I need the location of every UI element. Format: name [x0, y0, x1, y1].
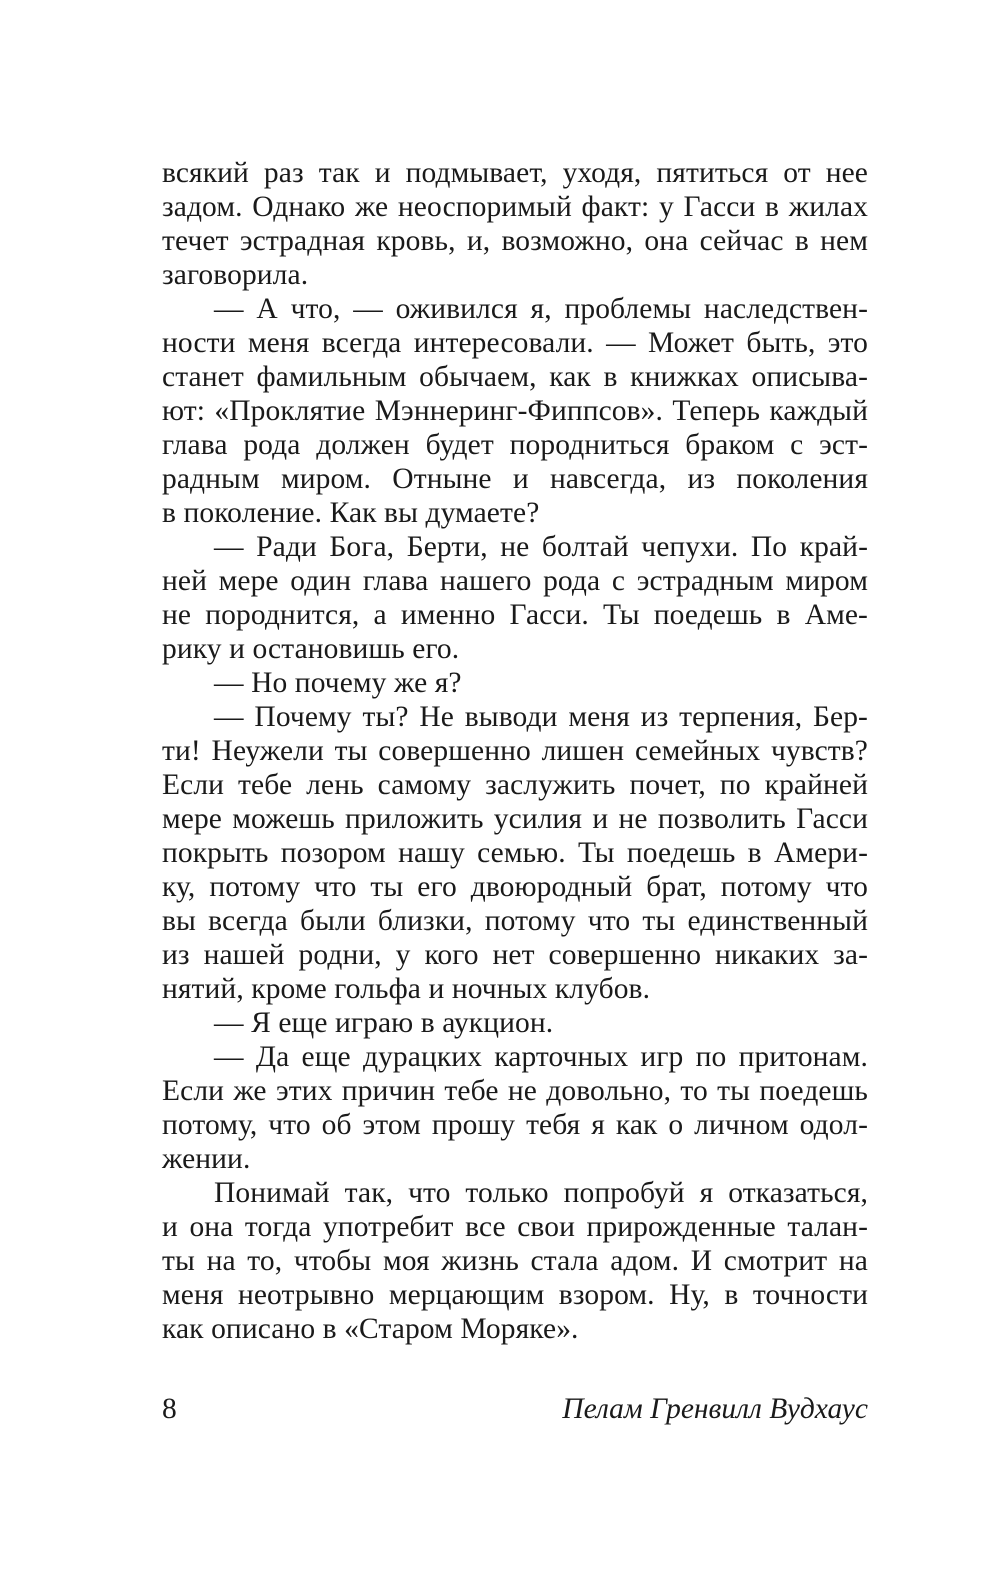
- text-line: ти! Неужели ты совершенно лишен семейных чувств?: [162, 735, 868, 767]
- text-line: ты на то, чтобы моя жизнь стала адом. И смотрит на: [162, 1245, 868, 1277]
- text-line: задом. Однако же неоспоримый факт: у Гасси в жилах: [162, 191, 868, 223]
- text-line: станет фамильным обычаем, как в книжках описыва-: [162, 361, 868, 393]
- text-line: нятий, кроме гольфа и ночных клубов.: [162, 973, 651, 1005]
- text-line: Если же этих причин тебе не довольно, то ты поедешь: [162, 1075, 868, 1107]
- text-line: — А что, — оживился я, проблемы наследствен-: [214, 293, 868, 325]
- text-line: не породнится, а именно Гасси. Ты поедешь в Аме-: [162, 599, 868, 631]
- text-line: радным миром. Отныне и навсегда, из поколения: [162, 463, 868, 495]
- text-line: меня неотрывно мерцающим взором. Ну, в точности: [162, 1279, 868, 1311]
- text-line: как описано в «Старом Моряке».: [162, 1313, 579, 1345]
- text-line: ней мере один глава нашего рода с эстрадным миром: [162, 565, 868, 597]
- text-line: жении.: [162, 1143, 251, 1175]
- text-line: ности меня всегда интересовали. — Может быть, это: [162, 327, 868, 359]
- text-line: в поколение. Как вы думаете?: [162, 497, 540, 529]
- text-line: заговорила.: [162, 259, 309, 291]
- text-line: и она тогда употребит все свои прирожденные талан-: [162, 1211, 868, 1243]
- page-footer: [162, 1392, 868, 1426]
- text-line: — Ради Бога, Берти, не болтай чепухи. По край-: [214, 531, 868, 563]
- text-line: всякий раз так и подмывает, уходя, пятиться от нее: [162, 157, 868, 189]
- text-line: течет эстрадная кровь, и, возможно, она сейчас в нем: [162, 225, 868, 257]
- text-line: мере можешь приложить усилия и не позволить Гасси: [162, 803, 868, 835]
- running-author: Пелам Гренвилл Вудхаус: [562, 1393, 868, 1425]
- page-number: 8: [162, 1393, 177, 1425]
- text-line: ют: «Проклятие Мэннеринг-Фиппсов». Теперь каждый: [162, 395, 868, 427]
- text-line: Если тебе лень самому заслужить почет, по крайней: [162, 769, 868, 801]
- text-line: рику и остановишь его.: [162, 633, 460, 665]
- body-text: [162, 156, 868, 1346]
- text-line: потому, что об этом прошу тебя я как о личном одол-: [162, 1109, 868, 1141]
- text-line: покрыть позором нашу семью. Ты поедешь в Амери-: [162, 837, 868, 869]
- text-line: из нашей родни, у кого нет совершенно никаких за-: [162, 939, 868, 971]
- text-line: — Но почему же я?: [214, 667, 462, 699]
- text-line: вы всегда были близки, потому что ты единственный: [162, 905, 868, 937]
- text-line: ку, потому что ты его двоюродный брат, потому что: [162, 871, 868, 903]
- text-line: глава рода должен будет породниться браком с эст-: [162, 429, 868, 461]
- text-line: — Да еще дурацких карточных игр по притонам.: [214, 1041, 868, 1073]
- text-line: — Почему ты? Не выводи меня из терпения, Бер-: [214, 701, 868, 733]
- text-line: Понимай так, что только попробуй я отказаться,: [214, 1177, 868, 1209]
- text-line: — Я еще играю в аукцион.: [214, 1007, 554, 1039]
